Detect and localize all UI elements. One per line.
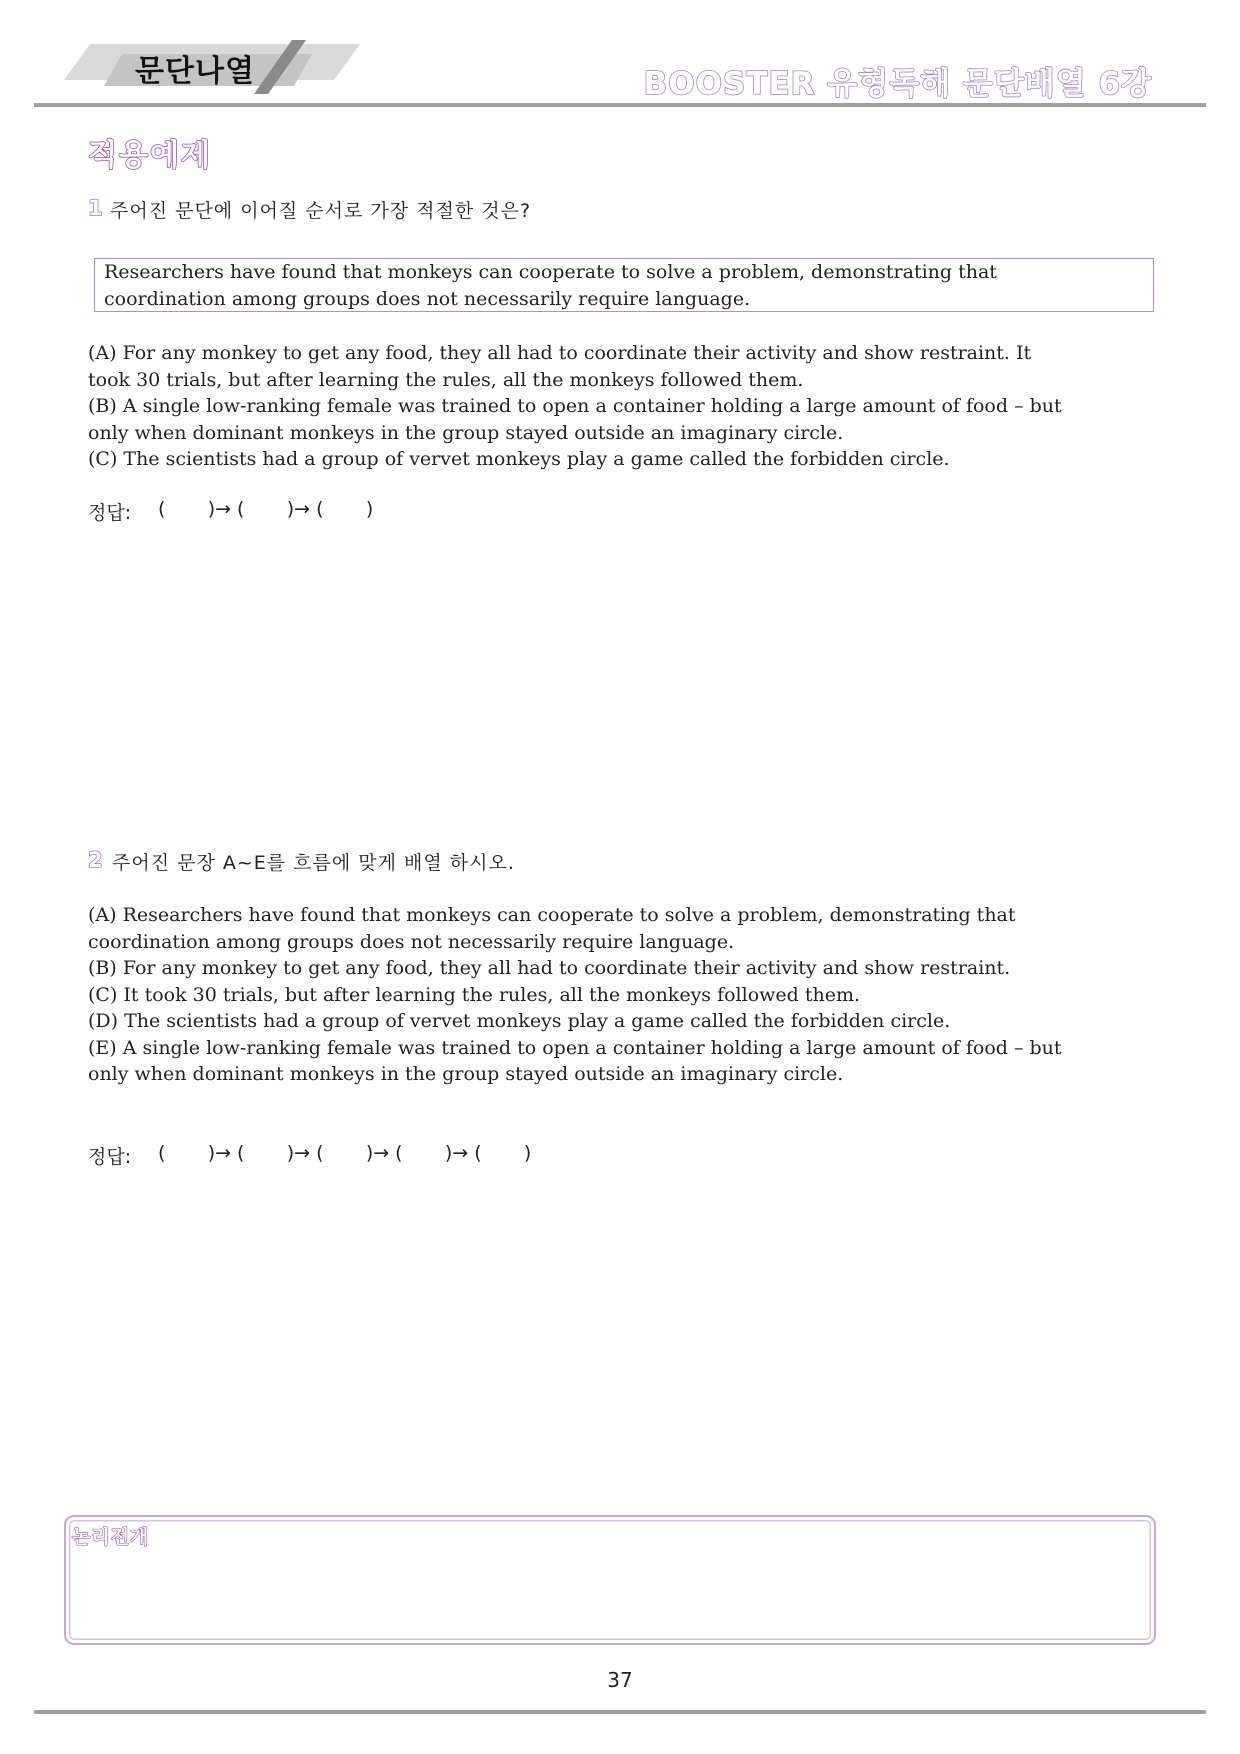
notes-box[interactable] xyxy=(64,1515,1156,1645)
q2-answer-label: 정답: xyxy=(88,1146,132,1168)
q1-paragraph-line: (A) For any monkey to get any food, they all had to coordinate their activity and show restraint. It xyxy=(88,342,1032,364)
header-tag: 문단나열 xyxy=(135,54,255,89)
header-title: BOOSTER 유형독해 문단배열 6강 xyxy=(643,66,1152,102)
q1-number: 1 xyxy=(88,196,103,220)
q2-paragraph-line: (D) The scientists had a group of vervet monkeys play a game called the forbidden circle. xyxy=(88,1010,951,1032)
q2-paragraph-line: (C) It took 30 trials, but after learning the rules, all the monkeys followed them. xyxy=(88,983,861,1006)
q1-given-text xyxy=(104,259,997,312)
q1-given-line: coordination among groups does not necessarily require language. xyxy=(104,287,751,310)
q1-given-line: Researchers have found that monkeys can cooperate to solve a problem, demonstrating that xyxy=(104,261,997,283)
q1-paragraph-line: only when dominant monkeys in the group stayed outside an imaginary circle. xyxy=(88,421,844,444)
q1-paragraph-line: (C) The scientists had a group of vervet monkeys play a game called the forbidden circle. xyxy=(88,448,950,470)
q2-paragraph-line: (A) Researchers have found that monkeys can cooperate to solve a problem, demonstrating that xyxy=(88,904,1016,926)
notes-label: 논리전개 xyxy=(72,1526,150,1548)
q1-paragraphs xyxy=(88,340,1062,473)
q1-paragraph-line: (B) A single low-ranking female was trained to open a container holding a large amount of food – but xyxy=(88,395,1062,417)
q2-paragraphs xyxy=(88,902,1062,1088)
q1-answer-blanks[interactable]: ( )→ ( )→ ( ) xyxy=(158,498,374,520)
q1-prompt: 주어진 문단에 이어질 순서로 가장 적절한 것은? xyxy=(110,200,532,222)
q1-paragraph-line: took 30 trials, but after learning the rules, all the monkeys followed them. xyxy=(88,368,804,391)
q1-answer-label: 정답: xyxy=(88,502,132,524)
q2-prompt: 주어진 문장 A~E를 흐름에 맞게 배열 하시오. xyxy=(112,852,515,874)
q2-paragraph-line: (B) For any monkey to get any food, they all had to coordinate their activity and show restraint. xyxy=(88,957,1011,979)
q2-paragraph-line: (E) A single low-ranking female was trained to open a container holding a large amount of food – but xyxy=(88,1036,1062,1059)
q2-answer-blanks[interactable]: ( )→ ( )→ ( )→ ( )→ ( ) xyxy=(158,1142,532,1164)
q2-number: 2 xyxy=(88,848,103,872)
section-heading: 적용예제 xyxy=(88,138,212,173)
footer-divider xyxy=(34,1710,1206,1714)
header-divider xyxy=(34,103,1206,107)
page-number: 37 xyxy=(607,1668,633,1692)
q2-paragraph-line: coordination among groups does not necessarily require language. xyxy=(88,930,735,953)
q2-paragraph-line: only when dominant monkeys in the group stayed outside an imaginary circle. xyxy=(88,1063,844,1085)
